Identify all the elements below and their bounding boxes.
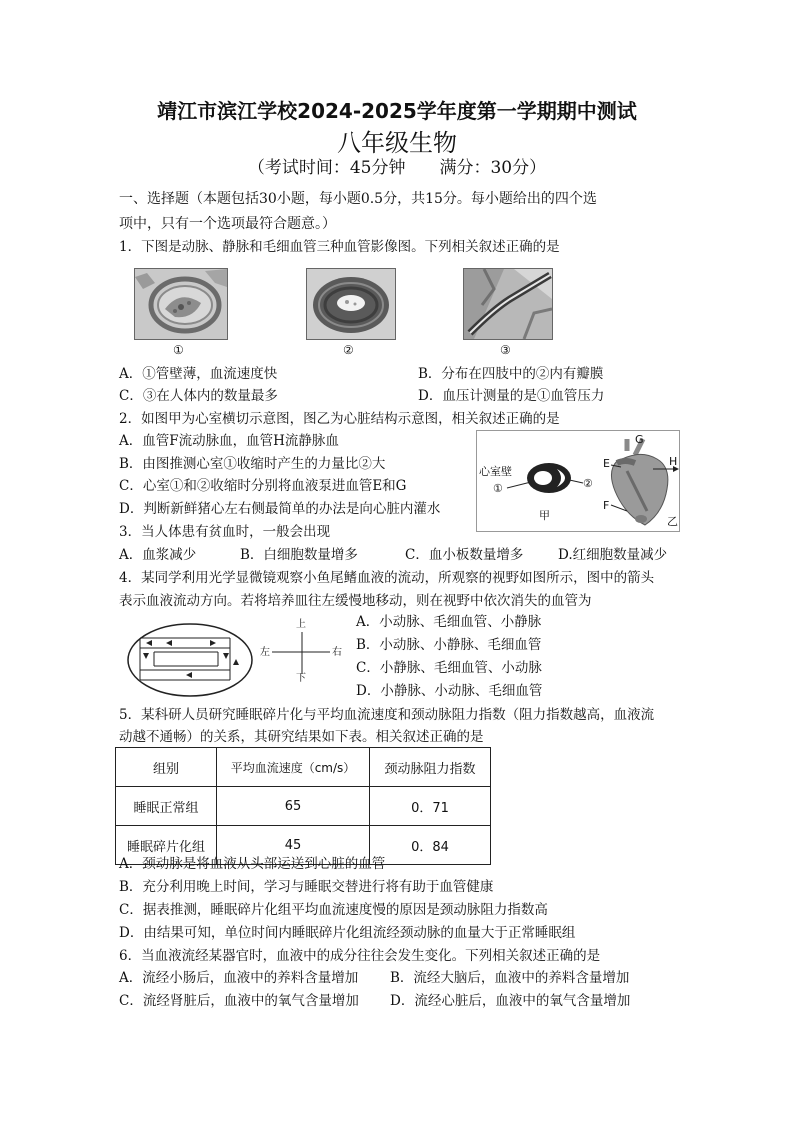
q6-option-b: B．流经大脑后，血液中的养料含量增加 xyxy=(390,970,630,986)
q1-option-d: D．血压计测量的是①血管压力 xyxy=(418,388,605,404)
table-cell: 睡眠碎片化组 xyxy=(116,826,217,865)
table-cell: 0．71 xyxy=(370,787,491,826)
vessel-h-label: H xyxy=(669,455,678,468)
exam-title: 靖江市滨江学校2024-2025学年度第一学期期中测试 xyxy=(157,99,637,123)
q4-option-b: B．小动脉、小静脉、毛细血管 xyxy=(356,637,542,653)
q6-option-a: A．流经小肠后，血液中的养料含量增加 xyxy=(119,970,359,986)
direction-compass xyxy=(260,619,344,686)
ventricle-wall-label: 心室壁 xyxy=(479,465,512,478)
q5-stem: 5．某科研人员研究睡眠碎片化与平均血流速度和颈动脉阻力指数（阻力指数越高，血液流 xyxy=(119,707,655,723)
table-header-row xyxy=(116,748,491,787)
q3-option-a: A．血浆减少 xyxy=(119,547,197,563)
q5-option-d: D．由结果可知，单位时间内睡眠碎片化组流经颈动脉的血量大于正常睡眠组 xyxy=(119,925,576,941)
q4-option-d: D．小静脉、小动脉、毛细血管 xyxy=(356,683,543,699)
results-table xyxy=(115,747,491,865)
fig-yi-label: 乙 xyxy=(667,515,678,528)
q4-stem: 4．某同学利用光学显微镜观察小鱼尾鳍血液的流动，所观察的视野如图所示，图中的箭头 xyxy=(119,570,655,586)
vein-image xyxy=(306,268,396,340)
capillary-image xyxy=(463,268,553,340)
q1-label-1: ① xyxy=(173,343,184,357)
compass-up: 上 xyxy=(296,619,306,630)
q1-label-3: ③ xyxy=(500,343,511,357)
q6-option-d: D．流经心脏后，血液中的氧气含量增加 xyxy=(390,993,631,1009)
ventricle-2-label: ② xyxy=(583,477,593,490)
artery-image xyxy=(134,268,228,340)
q4-option-a: A．小动脉、毛细血管、小静脉 xyxy=(356,614,542,630)
table-cell: 65 xyxy=(217,787,370,826)
table-cell: 0．84 xyxy=(370,826,491,865)
fig-jia-label: 甲 xyxy=(539,509,550,522)
q1-option-b: B．分布在四肢中的②内有瓣膜 xyxy=(418,366,604,382)
table-header: 平均血流速度（cm/s） xyxy=(217,748,370,787)
table-cell: 45 xyxy=(217,826,370,865)
table-cell: 睡眠正常组 xyxy=(116,787,217,826)
compass-left: 左 xyxy=(260,647,270,658)
compass-right: 右 xyxy=(332,647,342,658)
q1-stem: 1．下图是动脉、静脉和毛细血管三种血管影像图。下列相关叙述正确的是 xyxy=(119,239,560,255)
table-header: 组别 xyxy=(116,748,217,787)
q5-option-c: C．据表推测，睡眠碎片化组平均血流速度慢的原因是颈动脉阻力指数高 xyxy=(119,902,548,918)
heart-figure xyxy=(476,430,680,532)
vessel-f-label: F xyxy=(603,499,610,512)
vessel-g-label: G xyxy=(635,433,644,446)
exam-info: （考试时间：45分钟 满分：30分） xyxy=(247,158,547,178)
q3-option-b: B．白细胞数量增多 xyxy=(240,547,358,563)
q3-option-c: C．血小板数量增多 xyxy=(405,547,524,563)
ventricle-1-label: ① xyxy=(493,482,503,495)
subject-title: 八年级生物 xyxy=(337,129,457,157)
q1-option-a: A．①管壁薄，血流速度快 xyxy=(119,366,278,382)
compass-down: 下 xyxy=(296,673,306,684)
section-heading: 一、选择题（本题包括30小题，每小题0.5分，共15分。每小题给出的四个选 xyxy=(119,191,597,207)
table-row xyxy=(116,787,491,826)
q3-stem: 3．当人体患有贫血时，一般会出现 xyxy=(119,524,331,540)
q5-option-b: B．充分利用晚上时间，学习与睡眠交替进行将有助于血管健康 xyxy=(119,879,494,895)
q1-option-c: C．③在人体内的数量最多 xyxy=(119,388,278,404)
q2-option-a: A．血管F流动脉血，血管H流静脉血 xyxy=(119,433,339,449)
q2-option-d: D．判断新鲜猪心左右侧最简单的办法是向心脏内灌水 xyxy=(119,501,441,517)
q4-stem-cont: 表示血液流动方向。若将培养皿往左缓慢地移动，则在视野中依次消失的血管为 xyxy=(119,593,592,609)
q4-option-c: C．小静脉、毛细血管、小动脉 xyxy=(356,660,542,676)
q2-option-c: C．心室①和②收缩时分别将血液泵进血管E和G xyxy=(119,478,407,494)
table-header: 颈动脉阻力指数 xyxy=(370,748,491,787)
q3-option-d: D.红细胞数量减少 xyxy=(558,547,668,563)
q2-stem: 2．如图甲为心室横切示意图，图乙为心脏结构示意图，相关叙述正确的是 xyxy=(119,411,560,427)
q6-option-c: C．流经肾脏后，血液中的氧气含量增加 xyxy=(119,993,359,1009)
q5-option-a: A．颈动脉是将血液从头部运送到心脏的血管 xyxy=(119,856,386,872)
q1-label-2: ② xyxy=(343,343,354,357)
q2-option-b: B．由图推测心室①收缩时产生的力量比②大 xyxy=(119,456,386,472)
vessel-e-label: E xyxy=(603,457,610,470)
q5-stem-cont: 动越不通畅）的关系，其研究结果如下表。相关叙述正确的是 xyxy=(119,729,484,745)
q6-stem: 6．当血液流经某器官时，血液中的成分往往会发生变化。下列相关叙述正确的是 xyxy=(119,948,601,964)
microscope-view xyxy=(126,622,254,698)
section-heading-cont: 项中，只有一个选项最符合题意。） xyxy=(119,216,336,232)
